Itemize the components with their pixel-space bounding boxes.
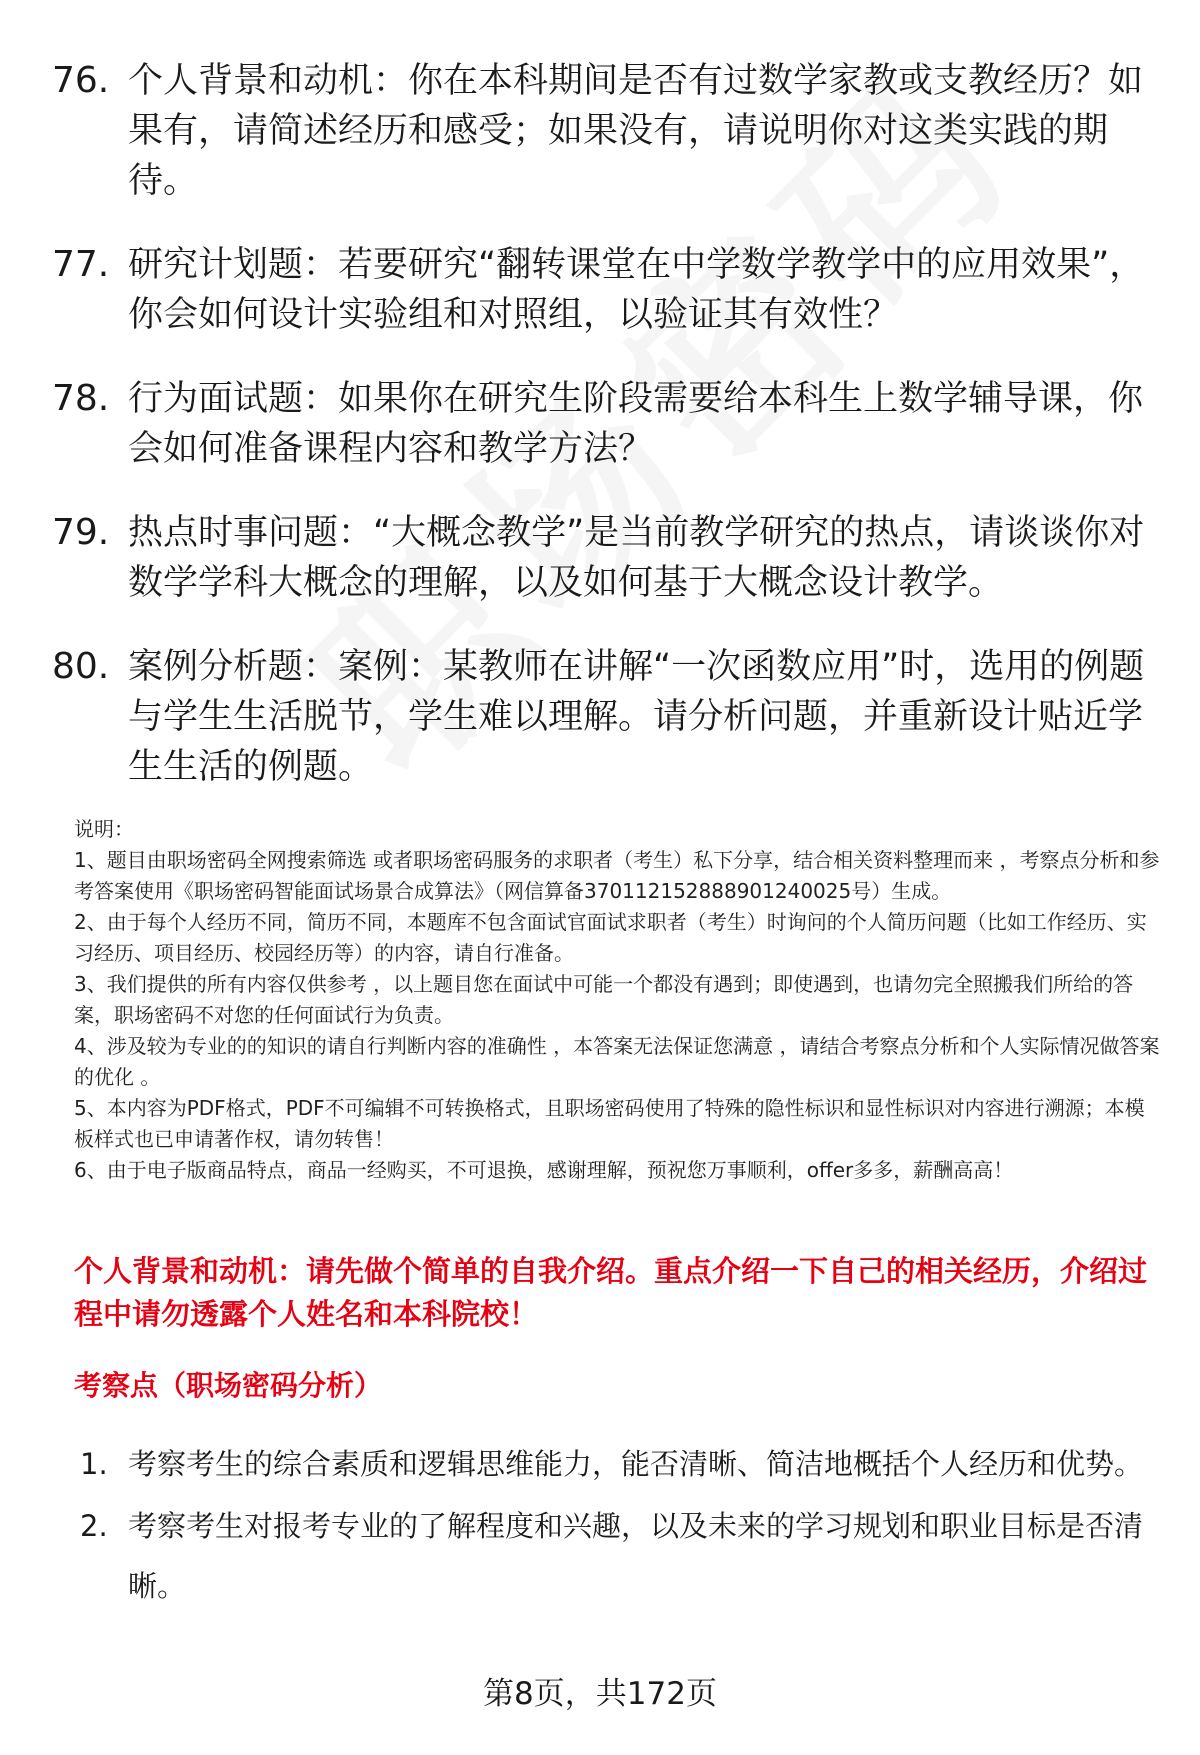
note-item: 4、涉及较为专业的的知识的请自行判断内容的准确性 ，本答案无法保证您满意 ，请结合考察点分析和个人实际情况做答案的优化 。 (74, 1034, 1160, 1089)
featured-question: 个人背景和动机：请先做个简单的自我介绍。重点介绍一下自己的相关经历，介绍过程中请勿透露个人姓名和本科院校！ (74, 1254, 1148, 1331)
point-text: 考察考生对报考专业的了解程度和兴趣，以及未来的学习规划和职业目标是否清晰。 (128, 1509, 1144, 1603)
question-item (52, 642, 1162, 792)
notes-title: 说明： (74, 817, 134, 841)
question-text: 个人背景和动机：你在本科期间是否有过数学家教或支教经历？如果有，请简述经历和感受；如果没有，请说明你对这类实践的期待。 (128, 61, 1144, 201)
question-number: 79. (52, 512, 110, 553)
question-number: 78. (52, 378, 110, 419)
point-number: 1. (80, 1447, 108, 1481)
question-number: 80. (52, 646, 110, 687)
page-footer: 第8页，共172页 (483, 1676, 717, 1712)
analysis-points (80, 1434, 1160, 1618)
question-item (52, 240, 1162, 340)
note-item: 5、本内容为PDF格式，PDF不可编辑不可转换格式，且职场密码使用了特殊的隐性标识和显性标识对内容进行溯源；本模板样式也已申请著作权，请勿转售！ (74, 1096, 1145, 1151)
question-item (52, 56, 1162, 206)
analysis-point (80, 1434, 1160, 1494)
question-text: 研究计划题：若要研究“翻转课堂在中学数学教学中的应用效果”，你会如何设计实验组和对照组，以验证其有效性？ (128, 245, 1145, 335)
point-text: 考察考生的综合素质和逻辑思维能力，能否清晰、简洁地概括个人经历和优势。 (128, 1447, 1144, 1481)
question-text: 案例分析题：案例：某教师在讲解“一次函数应用”时，选用的例题与学生生活脱节，学生难以理解。请分析问题，并重新设计贴近学生生活的例题。 (128, 647, 1145, 787)
question-text: 行为面试题：如果你在研究生阶段需要给本科生上数学辅导课，你会如何准备课程内容和教学方法？ (128, 379, 1144, 469)
question-list (52, 56, 1162, 826)
question-text: 热点时事问题：“大概念教学”是当前教学研究的热点，请谈谈你对数学学科大概念的理解，以及如何基于大概念设计教学。 (128, 513, 1145, 603)
notes-section (74, 814, 1164, 1186)
question-number: 77. (52, 244, 110, 285)
note-item: 2、由于每个人经历不同，简历不同，本题库不包含面试官面试求职者（考生）时询问的个人简历问题（比如工作经历、实习经历、项目经历、校园经历等）的内容，请自行准备。 (74, 910, 1147, 965)
question-item (52, 374, 1162, 474)
question-item (52, 508, 1162, 608)
analysis-title: 考察点（职场密码分析） (74, 1369, 383, 1402)
note-item: 1、题目由职场密码全网搜索筛选 或者职场密码服务的求职者（考生）私下分享，结合相关资料整理而来 ，考察点分析和参考答案使用《职场密码智能面试场景合成算法》（网信算备370112152888901240025号）生成。 (74, 848, 1160, 903)
point-number: 2. (80, 1509, 108, 1543)
question-number: 76. (52, 60, 110, 101)
note-item: 6、由于电子版商品特点，商品一经购买，不可退换，感谢理解，预祝您万事顺利，offer多多，薪酬高高！ (74, 1158, 1014, 1182)
note-item: 3、我们提供的所有内容仅供参考 ，以上题目您在面试中可能一个都没有遇到；即使遇到，也请勿完全照搬我们所给的答案，职场密码不对您的任何面试行为负责。 (74, 972, 1134, 1027)
analysis-point (80, 1496, 1160, 1616)
